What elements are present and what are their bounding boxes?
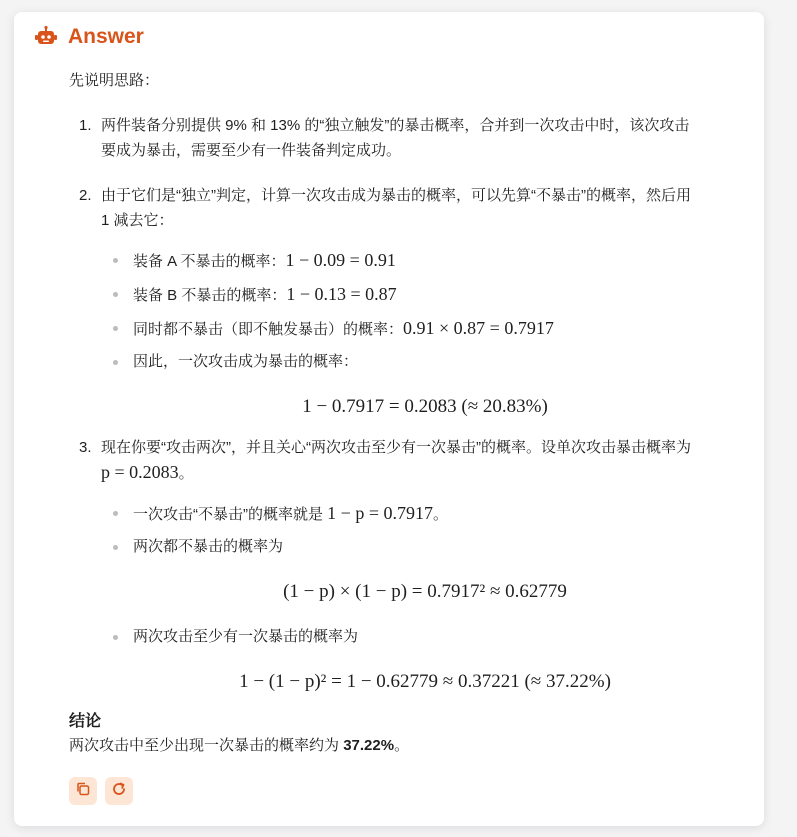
bullet-suffix: 。 bbox=[432, 506, 448, 523]
bullet-text: 两次都不暴击的概率为 bbox=[133, 538, 284, 555]
copy-icon bbox=[75, 781, 91, 802]
copy-button[interactable] bbox=[69, 777, 97, 805]
conclusion-title: 结论 bbox=[69, 713, 102, 730]
display-equation: 1 − (1 − p)² = 1 − 0.62779 ≈ 0.37221 (≈ 37.22%) bbox=[239, 671, 611, 692]
step-text-line: 由于它们是“独立”判定，计算一次攻击成为暴击的概率，可以先算“不暴击”的概率，然后用 bbox=[101, 187, 691, 204]
step-3 bbox=[69, 435, 749, 700]
regenerate-button[interactable] bbox=[105, 777, 133, 805]
inline-math: 1 − p = 0.7917 bbox=[327, 503, 433, 523]
intro-text: 先说明思路： bbox=[69, 72, 160, 89]
bullet-dot bbox=[113, 511, 118, 516]
bullet-dot bbox=[113, 258, 118, 263]
bullet-dot bbox=[113, 292, 118, 297]
step-suffix: 。 bbox=[178, 465, 194, 482]
list-item bbox=[101, 345, 749, 379]
bullet-text: 两次攻击至少有一次暴击的概率为 bbox=[133, 628, 359, 645]
list-item bbox=[101, 243, 749, 277]
list-item bbox=[101, 496, 749, 530]
bullet-text: 一次攻击“不暴击”的概率就是 bbox=[133, 506, 323, 523]
action-bar bbox=[69, 777, 133, 805]
conclusion-text bbox=[69, 734, 749, 758]
step-text-line: 现在你要“攻击两次”，并且关心“两次攻击至少有一次暴击”的概率。设单次攻击暴击概率为 bbox=[101, 439, 691, 456]
list-item bbox=[101, 311, 749, 345]
bullet-list bbox=[101, 496, 749, 564]
refresh-icon bbox=[111, 781, 127, 802]
step-text-line: 1 减去它： bbox=[101, 212, 174, 229]
bullet-dot bbox=[113, 545, 118, 550]
conclusion-suffix: 。 bbox=[394, 737, 410, 754]
answer-card bbox=[14, 12, 764, 826]
bullet-dot bbox=[113, 326, 118, 331]
display-equation: 1 − 0.7917 = 0.2083 (≈ 20.83%) bbox=[302, 396, 548, 417]
step-text-line: 两件装备分别提供 9% 和 13% 的“独立触发”的暴击概率，合并到一次攻击中时，该次攻击 bbox=[101, 117, 690, 134]
bullet-list bbox=[101, 243, 749, 379]
conclusion-value: 37.22% bbox=[343, 737, 395, 754]
list-item bbox=[101, 277, 749, 311]
bullet-text: 装备 A 不暴击的概率： bbox=[133, 253, 286, 270]
bullet-text: 因此，一次攻击成为暴击的概率： bbox=[133, 353, 359, 370]
robot-icon bbox=[34, 25, 58, 49]
inline-math: p = 0.2083 bbox=[101, 462, 179, 482]
step-number: 3. bbox=[79, 439, 92, 456]
inline-math: 1 − 0.13 = 0.87 bbox=[286, 284, 397, 304]
step-text-line bbox=[101, 460, 749, 486]
step-2 bbox=[69, 183, 749, 425]
conclusion-body: 两次攻击中至少出现一次暴击的概率约为 bbox=[69, 737, 340, 754]
bullet-dot bbox=[113, 635, 118, 640]
list-item bbox=[101, 620, 749, 654]
display-equation: (1 − p) × (1 − p) = 0.7917² ≈ 0.62779 bbox=[283, 581, 567, 602]
answer-title: Answer bbox=[68, 25, 144, 48]
list-item bbox=[101, 530, 749, 564]
step-text-line: 要成为暴击，需要至少有一件装备判定成功。 bbox=[101, 142, 402, 159]
answer-body bbox=[69, 68, 749, 758]
inline-math: 0.91 × 0.87 = 0.7917 bbox=[403, 318, 554, 338]
bullet-text: 装备 B 不暴击的概率： bbox=[133, 287, 287, 304]
step-1 bbox=[69, 113, 749, 163]
step-number: 2. bbox=[79, 187, 92, 204]
bullet-list bbox=[101, 620, 749, 654]
step-number: 1. bbox=[79, 117, 92, 134]
bullet-dot bbox=[113, 360, 118, 365]
bullet-text: 同时都不暴击（即不触发暴击）的概率： bbox=[133, 321, 404, 338]
answer-header bbox=[34, 24, 144, 50]
inline-math: 1 − 0.09 = 0.91 bbox=[285, 250, 396, 270]
